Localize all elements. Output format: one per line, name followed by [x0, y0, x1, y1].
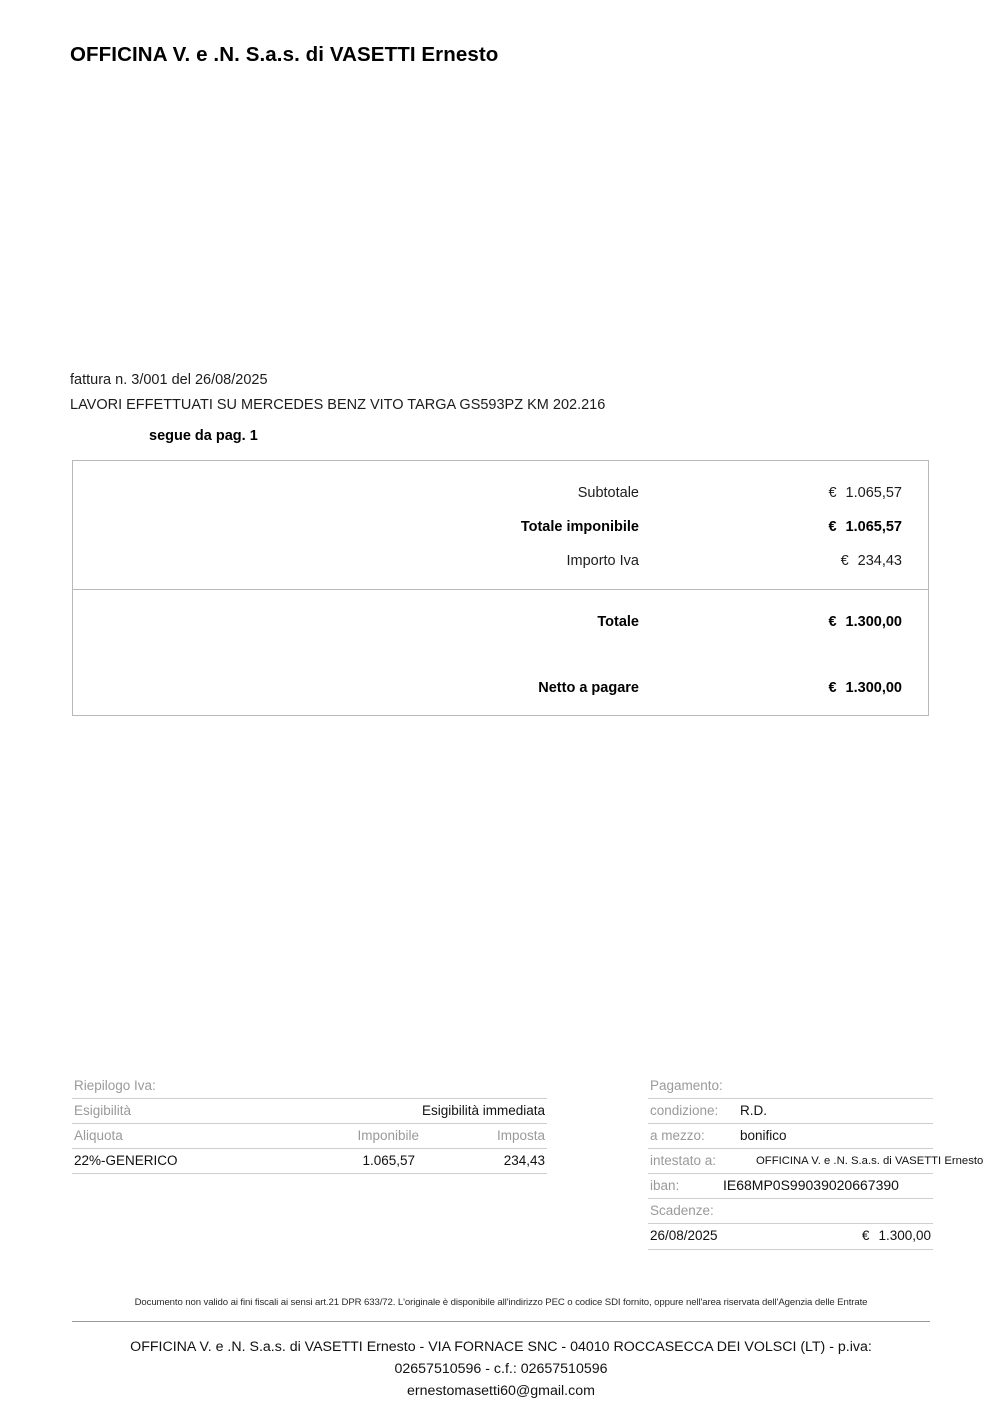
totals-row-netto-a-pagare [73, 680, 928, 700]
totale-imponibile-value [828, 519, 902, 535]
intestato-a-label: intestato a: [650, 1153, 717, 1168]
totale-imponibile-label: Totale imponibile [520, 519, 639, 535]
totals-row-importo-iva [73, 553, 928, 573]
esigibilita-value: Esigibilità immediata [421, 1103, 545, 1118]
totals-row-totale [73, 614, 928, 634]
imposta-header: Imposta [496, 1128, 545, 1143]
esigibilita-label: Esigibilità [74, 1103, 132, 1118]
footer-company-details [72, 1336, 930, 1402]
currency-symbol: € [828, 485, 837, 501]
footer-line-address: OFFICINA V. e .N. S.a.s. di VASETTI Ernesto - VIA FORNACE SNC - 04010 ROCCASECCA DEI VOLSCI (LT) - p.iva: [130, 1339, 872, 1355]
currency-symbol: € [828, 614, 837, 630]
importo-iva-value [841, 553, 902, 569]
iban-value: IE68MP0S99039020667390 [723, 1177, 899, 1193]
fiscal-disclaimer: Documento non valido ai fini fiscali ai sensi art.21 DPR 633/72. L'originale è disponibile all'indirizzo PEC o codice SDI fornito, oppure nell'area riservata dell'Agenzia delle Entrate [134, 1297, 868, 1308]
scadenza-amount-value: 1.300,00 [878, 1228, 931, 1243]
aliquota-header: Aliquota [74, 1128, 123, 1143]
payment-mezzo-row [648, 1124, 933, 1149]
iva-summary-title: Riepilogo Iva: [74, 1078, 156, 1093]
totals-box [72, 460, 929, 716]
netto-a-pagare-value [828, 680, 902, 696]
importo-iva-label: Importo Iva [566, 553, 639, 569]
continued-from-label: segue da pag. 1 [149, 428, 258, 444]
iva-summary-table [72, 1074, 547, 1174]
currency-symbol: € [861, 1228, 870, 1243]
netto-a-pagare-label: Netto a pagare [538, 680, 639, 696]
scadenza-amount [862, 1228, 931, 1243]
invoice-works-line: LAVORI EFFETTUATI SU MERCEDES BENZ VITO TARGA GS593PZ KM 202.216 [70, 397, 606, 413]
iva-summary-header-row [72, 1124, 547, 1149]
footer-divider [72, 1321, 930, 1322]
totals-upper-section [73, 461, 928, 590]
totale-value [828, 614, 902, 630]
currency-symbol: € [840, 553, 849, 569]
table-row [648, 1224, 933, 1250]
payment-title-row [648, 1074, 933, 1099]
scadenze-label: Scadenze: [650, 1203, 714, 1218]
subtotale-amount: 1.065,57 [845, 485, 902, 501]
footer-line-vat: 02657510596 - c.f.: 02657510596 [394, 1361, 608, 1377]
netto-a-pagare-amount: 1.300,00 [845, 680, 902, 696]
totale-amount: 1.300,00 [845, 614, 902, 630]
imponibile-header: Imponibile [357, 1128, 419, 1143]
totals-row-subtotale [73, 485, 928, 505]
footer-line-email: ernestomasetti60@gmail.com [407, 1383, 595, 1399]
totale-label: Totale [597, 614, 639, 630]
iva-summary-title-row [72, 1074, 547, 1099]
iban-label: iban: [650, 1178, 680, 1193]
company-title: OFFICINA V. e .N. S.a.s. di VASETTI Ernesto [70, 43, 499, 66]
invoice-meta [70, 368, 930, 418]
imponibile-cell: 1.065,57 [362, 1153, 415, 1168]
currency-symbol: € [828, 519, 837, 535]
aliquota-cell: 22%-GENERICO [74, 1153, 178, 1168]
payment-intestato-row [648, 1149, 984, 1174]
payment-iban-row [648, 1174, 933, 1199]
iva-summary-esigibilita-row [72, 1099, 547, 1124]
intestato-a-value: OFFICINA V. e .N. S.a.s. di VASETTI Ernesto [756, 1155, 984, 1167]
scadenze-title-row [648, 1199, 933, 1224]
payment-title: Pagamento: [650, 1078, 723, 1093]
condizione-label: condizione: [650, 1103, 719, 1118]
scadenza-date: 26/08/2025 [650, 1228, 718, 1243]
a-mezzo-label: a mezzo: [650, 1128, 705, 1143]
table-row [72, 1149, 547, 1174]
imposta-cell: 234,43 [503, 1153, 545, 1168]
currency-symbol: € [828, 680, 837, 696]
totals-lower-section [73, 590, 928, 715]
invoice-number-line: fattura n. 3/001 del 26/08/2025 [70, 372, 268, 388]
subtotale-label: Subtotale [577, 485, 639, 501]
payment-summary-table [648, 1074, 984, 1250]
totals-row-totale-imponibile [73, 519, 928, 539]
a-mezzo-value: bonifico [740, 1128, 787, 1143]
payment-condizione-row [648, 1099, 933, 1124]
subtotale-value [828, 485, 902, 501]
condizione-value: R.D. [740, 1103, 767, 1118]
importo-iva-amount: 234,43 [857, 553, 902, 569]
totale-imponibile-amount: 1.065,57 [845, 519, 902, 535]
